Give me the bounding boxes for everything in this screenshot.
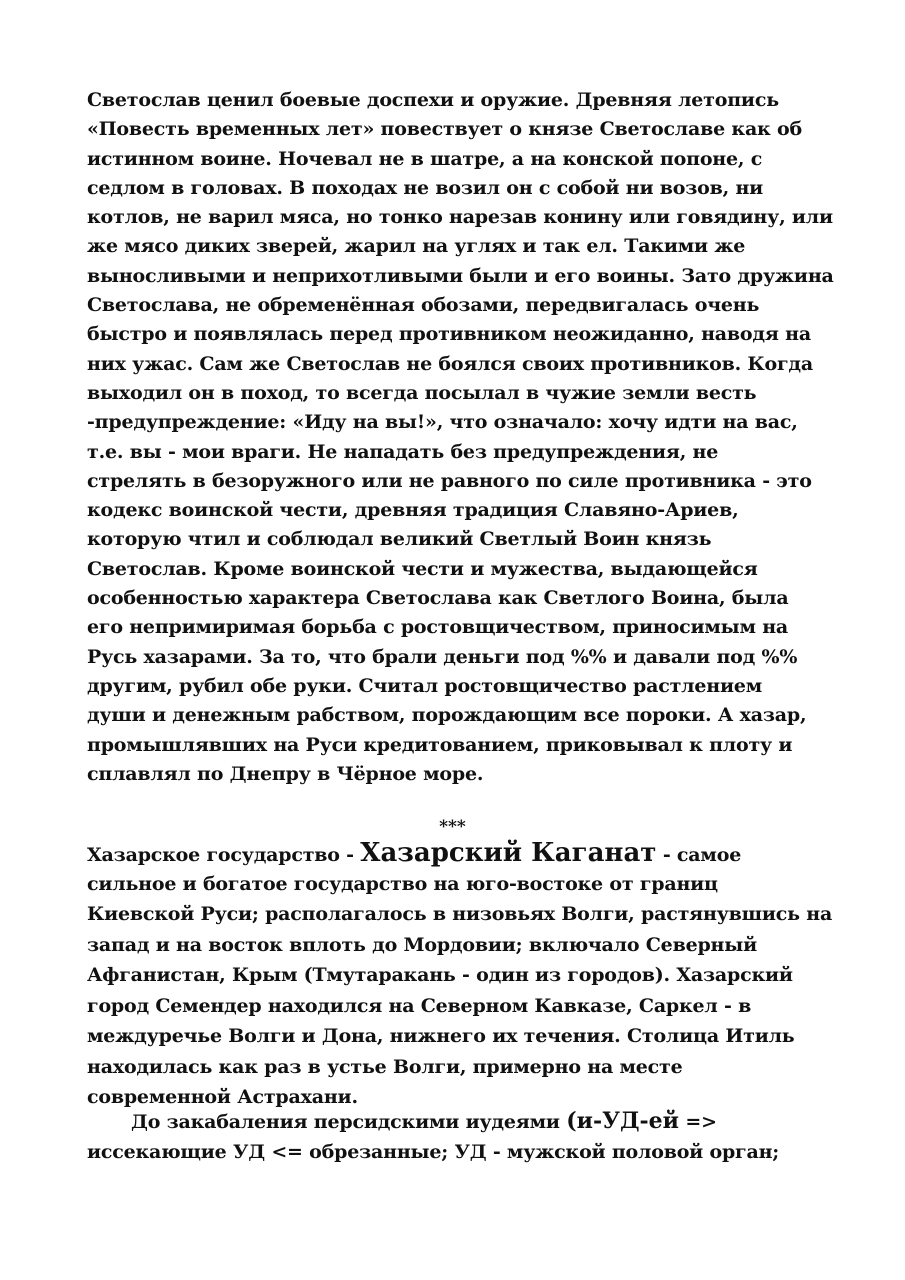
text-line: стрелять в безоружного или не равного по силе противника - это (87, 469, 812, 492)
text-line: них ужас. Сам же Светослав не боялся своих противников. Когда (87, 352, 814, 375)
text-line: души и денежным рабством, порождающим все пороки. А хазар, (87, 704, 807, 727)
text-line: «Повесть временных лет» повествует о князе Светославе как об (87, 118, 802, 141)
text-line: находилась как раз в устье Волги, примерно на месте (87, 1055, 683, 1078)
text-line: которую чтил и соблюдал великий Светлый Воин князь (87, 528, 712, 551)
highlighted-term: (и-УД-ей (566, 1108, 679, 1134)
highlighted-term: Хазарский Каганат (360, 838, 657, 868)
text-line: истинном воине. Ночевал не в шатре, а на конской попоне, с (87, 147, 763, 170)
paragraph-lines (87, 869, 833, 1113)
text-line: его непримиримая борьба с ростовщичеством, приносимым на (87, 616, 789, 639)
text-line: котлов, не варил мяса, но тонко нарезав конину или говядину, или (87, 206, 833, 229)
text-line: же мясо диких зверей, жарил на углях и так ел. Такими же (87, 235, 746, 258)
text-line: Русь хазарами. За то, что брали деньги под %% и давали под %% (87, 645, 798, 668)
text-line: -предупреждение: «Иду на вы!», что означало: хочу идти на вас, (87, 411, 798, 434)
text-line: сильное и богатое государство на юго-востоке от границ (87, 872, 718, 895)
text-run: => (678, 1111, 717, 1133)
text-line: другим, рубил обе руки. Считал ростовщичество растлением (87, 674, 763, 697)
text-line: Светослав ценил боевые доспехи и оружие. Древняя летопись (87, 89, 779, 111)
text-run: - самое (656, 844, 742, 866)
text-run: До закабаления персидскими иудеями (131, 1111, 567, 1133)
text-line: иссекающие УД <= обрезанные; УД - мужской половой орган; (87, 1140, 780, 1163)
text-line: Афганистан, Крым (Тмутаракань - один из городов). Хазарский (87, 964, 793, 986)
text-line: кодекс воинской чести, древняя традиция Славяно-Ариев, (87, 499, 739, 522)
text-line: седлом в головах. В походах не возил он с собой ни возов, ни (87, 176, 764, 199)
paragraph-first-line (87, 1106, 827, 1137)
text-line: междуречье Волги и Дона, нижнего их течения. Столица Итиль (87, 1025, 795, 1047)
paragraph-khazar-kaganate (87, 838, 833, 1113)
text-line: современной Астрахани. (87, 1086, 358, 1108)
text-line: сплавлял по Днепру в Чёрное море. (87, 762, 484, 785)
section-separator: *** (439, 817, 466, 837)
text-run: Хазарское государство - (87, 844, 361, 866)
text-line: город Семендер находился на Северном Кавказе, Саркел - в (87, 994, 752, 1017)
text-line: Киевской Руси; располагалось в низовьях Волги, растянувшись на (87, 903, 833, 925)
text-line: промышлявших на Руси кредитованием, приковывал к плоту и (87, 733, 793, 756)
text-line: особенностью характера Светослава как Светлого Воина, была (87, 587, 789, 610)
paragraph-svetoslav (87, 86, 834, 789)
text-line: быстро и появлялась перед противником неожиданно, наводя на (87, 323, 811, 346)
text-line: Светослав. Кроме воинской чести и мужества, выдающейся (87, 557, 758, 580)
text-line: выходил он в поход, то всегда посылал в чужие земли весть (87, 381, 757, 404)
text-line: т.е. вы - мои враги. Не нападать без предупреждения, не (87, 440, 719, 463)
text-line: Светослава, не обременённая обозами, передвигалась очень (87, 294, 760, 317)
text-line: запад и на восток вплоть до Мордовии; включало Северный (87, 933, 757, 956)
paragraph-first-line (87, 838, 827, 869)
text-line: выносливыми и неприхотливыми были и его воины. Зато дружина (87, 264, 834, 287)
paragraph-judaization (87, 1106, 827, 1167)
